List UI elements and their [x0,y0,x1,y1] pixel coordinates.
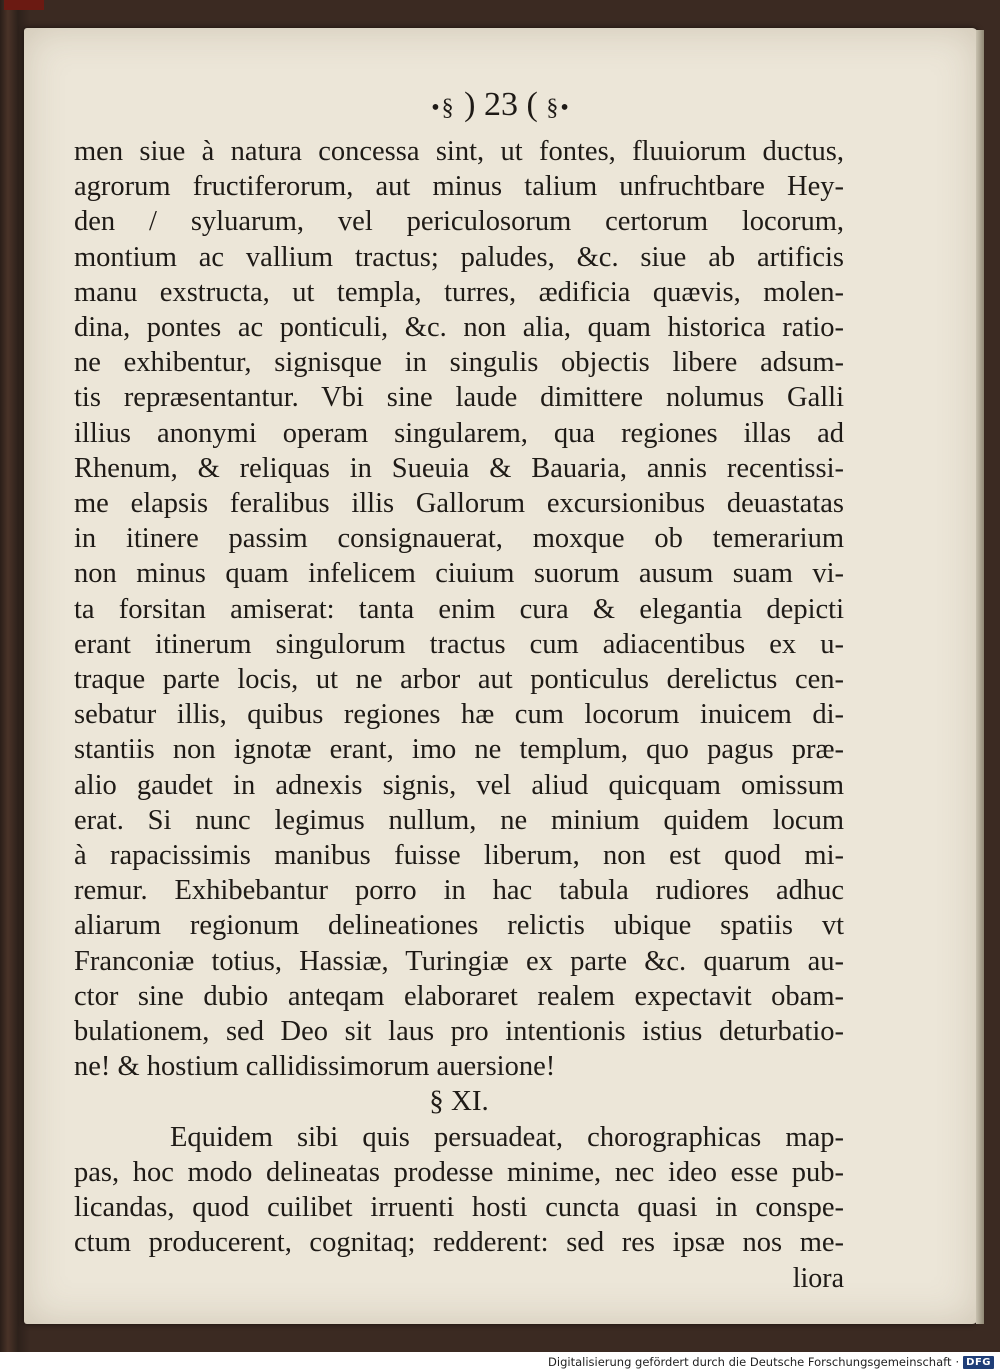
text-line: in itinere passim consignauerat, moxque ob temerarium [74,523,844,555]
text-line: erant itinerum singulorum tractus cum adiacentibus ex u- [74,628,844,660]
text-line: Rhenum, & reliquas in Sueuia & Bauaria, annis recentissi- [74,452,844,484]
text-line: remur. Exhibebantur porro in hac tabula rudiores adhuc [74,875,844,907]
header-ornament-left: •§ [431,95,456,121]
text-line: à rapacissimis manibus fuisse liberum, non est quod mi- [74,840,844,872]
page-edge [976,30,984,1324]
text-line: den / syluarum, vel periculosorum certorum locorum, [74,206,844,238]
text-line: ne! & hostium callidissimorum auersione! [74,1051,556,1083]
separator-dot: · [955,1355,960,1369]
text-line: ctum producerent, cognitaq; redderent: sed res ipsæ nos me- [74,1227,844,1259]
text-line: licandas, quod cuilibet irruenti hosti cuncta quasi in conspe- [74,1192,844,1224]
text-line: Franconiæ totius, Hassiæ, Turingiæ ex parte &c. quarum au- [74,945,844,977]
text-line: non minus quam infelicem ciuium suorum ausum suam vi- [74,558,844,590]
binding-corner [4,0,44,10]
page-body-text [74,134,844,1296]
text-line: pas, hoc modo delineatas prodesse minime, nec ideo esse pub- [74,1156,844,1188]
text-line: montium ac vallium tractus; paludes, &c. siue ab artificis [74,241,844,273]
text-line: sebatur illis, quibus regiones hæ cum locorum inuicem di- [74,699,844,731]
text-line: agrorum fructiferorum, aut minus talium unfruchtbare Hey- [74,171,844,203]
header-ornament-right: §• [546,95,571,121]
credit-text: Digitalisierung gefördert durch die Deutsche Forschungsgemeinschaft [548,1355,952,1369]
text-line: dina, pontes ac ponticuli, &c. non alia, quam historica ratio- [74,312,844,344]
text-line: manu exstructa, ut templa, turres, ædificia quævis, molen- [74,276,844,308]
text-line: alio gaudet in adnexis signis, vel aliud quicquam omissum [74,769,844,801]
text-line: ta forsitan amiserat: tanta enim cura & elegantia depicti [74,593,844,625]
page-header [24,86,978,124]
text-line: Equidem sibi quis persuadeat, chorographicas map- [170,1121,844,1153]
text-line: men siue à natura concessa sint, ut fontes, fluuiorum ductus, [74,136,844,167]
text-line: tis repræsentantur. Vbi sine laude dimittere nolumus Galli [74,382,844,414]
section-heading: § XI. [429,1085,489,1118]
text-line: bulationem, sed Deo sit laus pro intentionis istius deturbatio- [74,1016,844,1048]
catchword: liora [792,1262,844,1294]
text-line: illius anonymi operam singularem, qua regiones illas ad [74,417,844,449]
text-line: stantiis non ignotæ erant, imo ne templum, quo pagus præ- [74,734,844,766]
text-line: aliarum regionum delineationes relictis ubique spatiis vt [74,910,844,942]
text-line: erat. Si nunc legimus nullum, ne minium quidem locum [74,804,844,836]
text-line: me elapsis feralibus illis Gallorum excursionibus deuastatas [74,488,844,520]
page-number: ) 23 ( [464,86,538,123]
text-line: ne exhibentur, signisque in singulis objectis libere adsum- [74,347,844,379]
book-page [24,28,978,1324]
text-line: traque parte locis, ut ne arbor aut ponticulus derelictus cen- [74,664,844,696]
dfg-logo: DFG [963,1356,994,1369]
digitization-credit [548,1354,994,1370]
text-line: ctor sine dubio anteqam elaboraret realem expectavit obam- [74,980,844,1012]
